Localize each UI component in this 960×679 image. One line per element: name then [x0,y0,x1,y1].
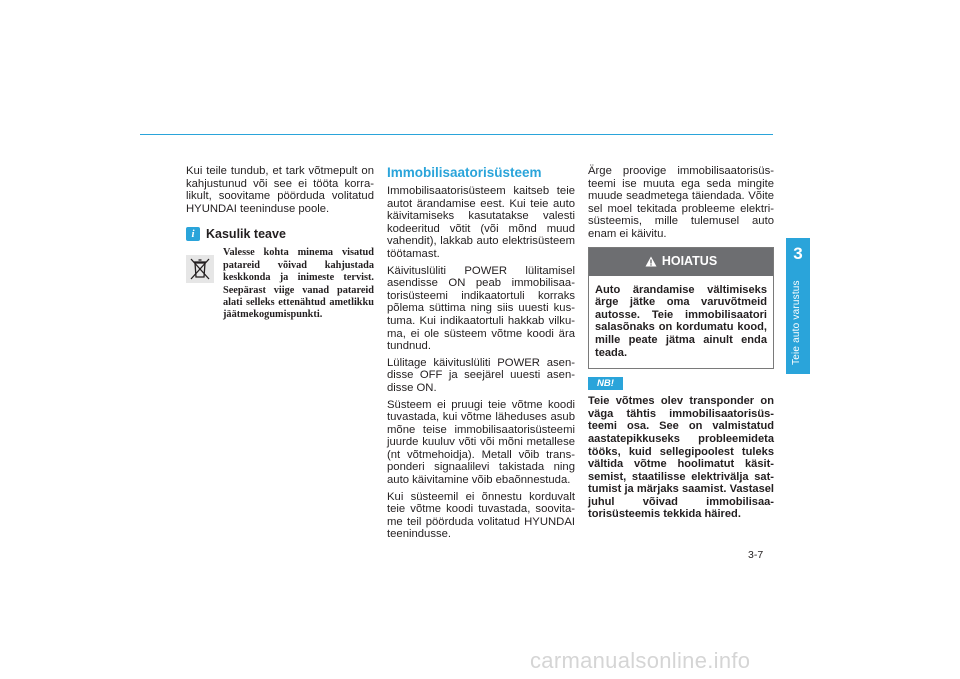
info-text: Valesse kohta minema visatud patareid võivad kahjustada keskkonda ja inimeste tervist. Seepärast viige vanad patareid alati selleks ettenähtud ametlikku jäätmekogumispunkti. [223,247,374,321]
warning-box [588,247,774,370]
chapter-title: Teie auto varustus [791,280,802,365]
paragraph: Käivituslüliti POWER lülitamisel asendisse ON peab immobilisaatorisüsteemi indikaatortuli korraks põlema süttima ning siis uuesti kustuma. Kui indikaatortuli hakkab vilkuma, ei ole süsteem võtme koodi ära tundnud. [387,264,575,353]
info-icon: i [186,227,200,241]
column-right [588,165,774,521]
warning-title: HOIATUS [661,254,718,269]
info-header [186,227,374,241]
warning-header [589,248,773,276]
nb-badge: NB! [588,377,623,390]
paragraph: Kui süsteemil ei õnnestu korduvalt teie võtme koodi tuvastada, soovitame teil pöörduda volitatud HYUNDAI teenindusse. [387,490,575,541]
watermark: carmanualsonline.info [530,648,751,673]
header-rule [140,134,773,135]
info-block [186,247,374,321]
column-left [186,165,374,322]
column-middle [387,165,575,545]
chapter-number: 3 [793,244,803,263]
warning-text: Auto ärandamise vältimiseks ärge jätke oma varuvõtmeid autosse. Teie immobilisaatori salasõnaks on kordumatu kood, mille peate jätma ainult enda teada. [595,283,767,359]
info-title: Kasulik teave [206,227,286,242]
crossed-bin-icon [186,255,214,283]
page-number: 3-7 [748,549,764,561]
paragraph: Süsteem ei pruugi teie võtme koodi tuvastada, kui võtme läheduses asub mõne teise immobilisaatorisüsteemi juurde kuuluv võti või mõni metallese (nt võtmehoidja). Metall võib transponderi signaalilevi takistada ning auto käivitamine võib ebaõnnestuda. [387,398,575,487]
nb-text: Teie võtmes olev transponder on väga tähtis immobilisaatorisüsteemi osa. See on valmistatud aastatepikkuseks probleemideta tööks, kuid sellegipoolest tuleks vältida võtme hoolimatut käsitsemist, staatilisse elektrivälja sattumist ja märjaks saamist. Vastasel juhul võivad immobilisaatorisüsteemis tekkida häired. [588,395,774,521]
intro-paragraph: Kui teile tundub, et tark võtmepult on kahjustunud või see ei tööta korralikult, soovitame pöörduda volitatud HYUNDAI teeninduse poole. [186,165,374,215]
chapter-tab [786,238,810,374]
warning-triangle-icon [645,256,657,267]
paragraph: Lülitage käivituslüliti POWER asendisse OFF ja seejärel uuesti asendisse ON. [387,356,575,394]
section-title: Immobilisaatorisüsteem [387,165,542,180]
paragraph: Immobilisaatorisüsteem kaitseb teie autot ärandamise eest. Kui teie auto käivitamiseks kasutatakse valesti kodeeritud võtit (või mõnd muud vahendit), lakkab auto elektrisüsteem töötamast. [387,185,575,260]
paragraph: Ärge proovige immobilisaatorisüsteemi ise muuta ega seda mingite muude seadmetega täiendada. Võite sel moel tekitada probleeme elektrisüsteemis, mille tulemusel auto enam ei käivitu. [588,165,774,240]
